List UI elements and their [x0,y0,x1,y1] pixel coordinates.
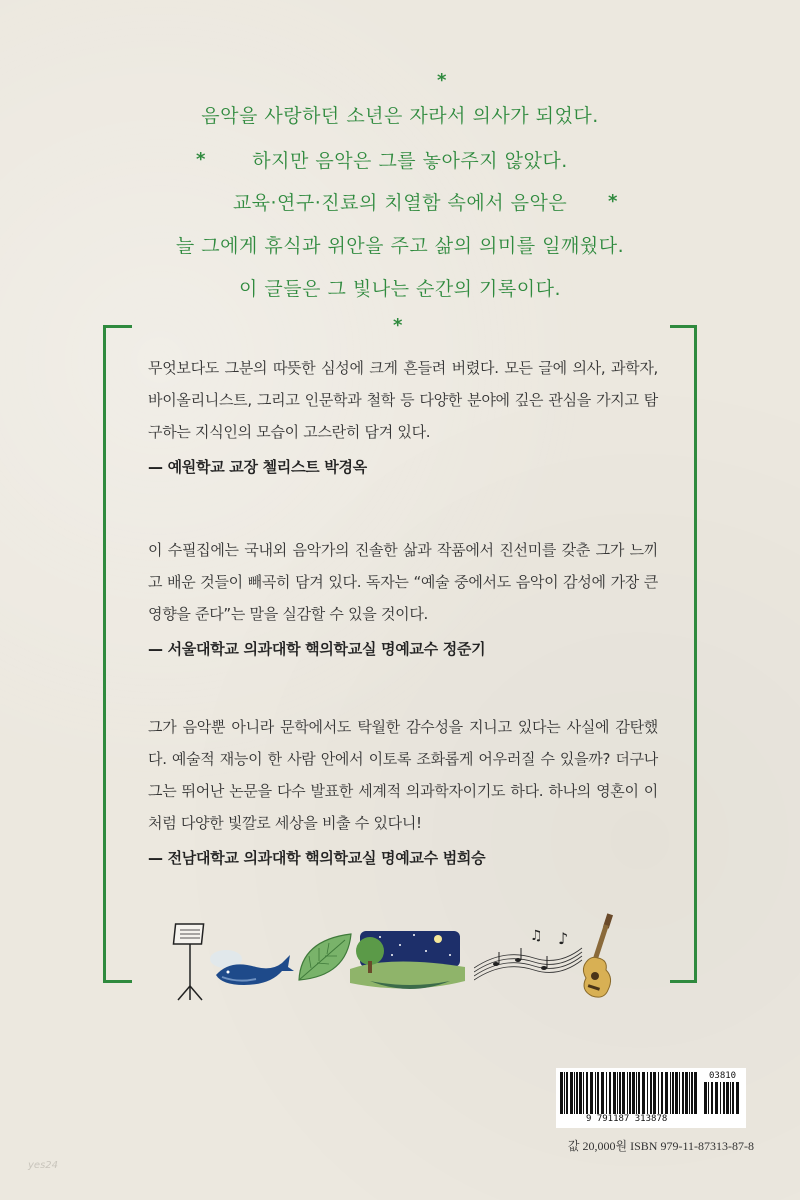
blurb-2-text: 이 수필집에는 국내외 음악가의 진솔한 삶과 작품에서 진선미를 갖춘 그가 느끼고 배운 것들이 빼곡히 담겨 있다. 독자는 “예술 중에서도 음악이 감성에 가장 큰 영향을 준다”는 말을 실감할 수 있을 것이다. [148,541,658,623]
barcode-addon-bars [704,1082,742,1114]
blurb-2 [148,534,658,664]
left-bracket-frame [103,325,132,983]
barcode-addon-number: 03810 [709,1071,737,1081]
price-isbn: 값 20,000원 ISBN 979-11-87313-87-8 [567,1139,754,1153]
watermark: yes24 [28,1160,59,1171]
blurb-1-text: 무엇보다도 그분의 따뜻한 심성에 크게 흔들려 버렸다. 모든 글에 의사, 과학자, 바이올리니스트, 그리고 인문학과 철학 등 다양한 분야에 깊은 관심을 가지고 탐구하는 지식인의 모습이 고스란히 담겨 있다. [148,359,658,441]
blurb-3-attribution: — 전남대학교 의과대학 핵의학교실 명예교수 범희승 [148,849,486,867]
intro-line-5: 이 글들은 그 빛나는 순간의 기록이다. [238,278,562,300]
whale-icon [208,945,294,990]
barcode [556,1068,746,1128]
svg-text:♫: ♫ [530,928,543,944]
leaf-icon [295,930,355,985]
svg-text:♪: ♪ [558,929,569,948]
star-icon-right: * [608,191,618,212]
blurb-1 [148,352,658,482]
star-icon-top: * [437,70,447,91]
intro-line-3: 교육·연구·진료의 치열함 속에서 음악은 [232,192,568,214]
star-icon-bottom: * [393,315,403,336]
right-bracket-frame [670,325,697,983]
blurb-2-attribution: — 서울대학교 의과대학 핵의학교실 명예교수 정준기 [148,640,486,658]
blurb-3 [148,711,658,873]
intro-line-1: 음악을 사랑하던 소년은 자라서 의사가 되었다. [201,105,599,127]
barcode-bars [560,1072,700,1114]
ukulele-icon [578,912,618,1002]
blurb-1-attribution: — 예원학교 교장 첼리스트 박경옥 [148,458,367,476]
intro-line-2: 하지만 음악은 그를 놓아주지 않았다. [252,150,568,172]
barcode-main-number: 9 791187 313878 [586,1114,668,1124]
night-landscape-icon [350,925,465,995]
music-notes-icon [474,928,584,988]
music-stand-icon [170,920,210,1002]
star-icon-left: * [196,149,206,170]
intro-line-4: 늘 그에게 휴식과 위안을 주고 삶의 의미를 일깨웠다. [175,235,625,257]
blurb-3-text: 그가 음악뿐 아니라 문학에서도 탁월한 감수성을 지니고 있다는 사실에 감탄했다. 예술적 재능이 한 사람 안에서 이토록 조화롭게 어우러질 수 있을까? 더구나 그는 뛰어난 논문을 다수 발표한 세계적 의과학자이기도 하다. 하나의 영혼이 이처럼 다양한 빛깔로 세상을 비출 수 있다니! [148,718,658,832]
